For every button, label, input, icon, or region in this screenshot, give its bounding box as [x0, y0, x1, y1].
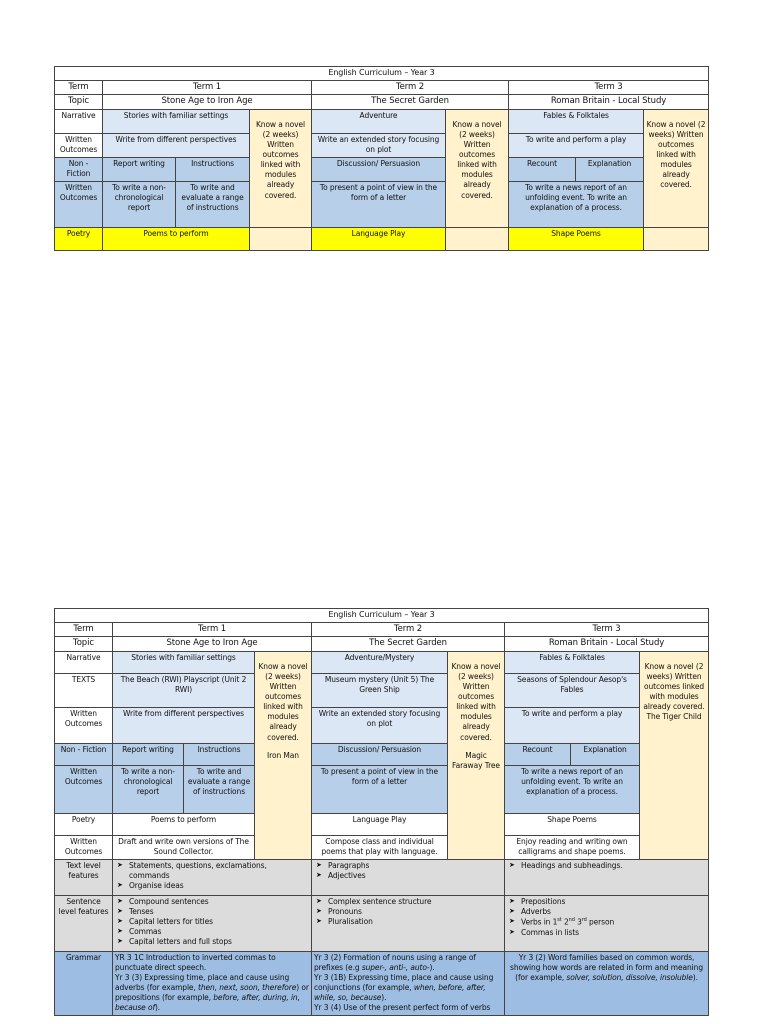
narrative-term-2: Adventure/Mystery — [312, 651, 448, 673]
written-term-1: Write from different perspectives — [113, 707, 255, 743]
poetry-term-3: Shape Poems — [505, 813, 640, 835]
list-item: ➤ Statements, questions, exclamations, commands — [117, 861, 309, 881]
curriculum-table-detailed — [54, 608, 709, 1016]
row-label: Poetry — [55, 813, 113, 835]
written-outcomes-row — [55, 707, 709, 743]
term-1-header: Term 1 — [113, 622, 312, 636]
poetry-row — [55, 813, 709, 835]
texts-term-2: Museum mystery (Unit 5) The Green Ship — [312, 673, 448, 707]
text-level-term-3 — [505, 859, 709, 895]
nonfiction-term-3b: Explanation — [576, 157, 644, 181]
row-label: Written Outcomes — [55, 707, 113, 743]
poetry-term-1: Poems to perform — [103, 227, 250, 250]
novel-note: Know a novel (2 weeks) Written outcomes linked with modules already covered. — [258, 661, 308, 742]
topic-term-2: The Secret Garden — [312, 637, 505, 651]
list-item: ➤ Tenses — [117, 907, 309, 917]
text-level-row — [55, 859, 709, 895]
list-item: ➤ Capital letters and full stops — [117, 937, 309, 947]
row-label: Topic — [55, 637, 113, 651]
term-1-header: Term 1 — [103, 80, 312, 94]
nonfiction-term-2: Discussion/ Persuasion — [312, 157, 446, 181]
novel-note-term-3: Know a novel (2 weeks) Written outcomes linked with modules already covered. — [644, 109, 709, 227]
written-poetry-term-3: Enjoy reading and writing own calligrams and shape poems. — [505, 835, 640, 859]
written-nf-term-2: To present a point of view in the form of a letter — [312, 181, 446, 227]
narrative-term-3: Fables & Folktales — [509, 109, 644, 133]
poetry-term-3: Shape Poems — [509, 227, 644, 250]
poetry-gap-1 — [250, 227, 312, 250]
list-item: ➤ Compound sentences — [117, 897, 309, 907]
written-nf-term-3: To write a news report of an unfolding event. To write an explanation of a process. — [505, 765, 640, 813]
poetry-term-1: Poems to perform — [113, 813, 255, 835]
grammar-term-2 — [312, 951, 505, 1015]
row-label: Sentence level features — [55, 895, 113, 951]
nonfiction-term-3b: Explanation — [571, 743, 640, 765]
list-item: ➤ Paragraphs — [316, 861, 502, 871]
non-fiction-row — [55, 157, 709, 181]
nonfiction-term-1a: Report writing — [113, 743, 184, 765]
table-title: English Curriculum – Year 3 — [55, 609, 709, 623]
written-term-2: Write an extended story focusing on plot — [312, 133, 446, 157]
list-item: ➤ Commas in lists — [509, 928, 706, 938]
grammar-text: Yr 3 (3) Expressing time, place and cause using adverbs (for example, then, next, soon, therefore) or prepositions (for example, before, after, during, in, because of). — [115, 972, 309, 1013]
list-item: ➤ Complex sentence structure — [316, 897, 502, 907]
topic-term-2: The Secret Garden — [312, 95, 509, 109]
row-label: Written Outcomes — [55, 181, 103, 227]
topic-term-3: Roman Britain - Local Study — [509, 95, 709, 109]
poetry-row — [55, 227, 709, 250]
texts-term-3: Seasons of Splendour Aesop's Fables — [505, 673, 640, 707]
novel-note-term-3 — [640, 651, 709, 859]
topic-term-1: Stone Age to Iron Age — [113, 637, 312, 651]
row-label: Written Outcomes — [55, 133, 103, 157]
grammar-text: YR 3 1C Introduction to inverted commas to punctuate direct speech. — [115, 952, 276, 972]
row-label: TEXTS — [55, 673, 113, 707]
list-item: ➤ Headings and subheadings. — [509, 861, 706, 871]
non-fiction-row — [55, 743, 709, 765]
term-3-header: Term 3 — [505, 622, 709, 636]
poetry-term-2: Language Play — [312, 813, 448, 835]
poetry-gap-2 — [446, 227, 509, 250]
list-item: ➤ Prepositions — [509, 897, 706, 907]
written-term-3: To write and perform a play — [505, 707, 640, 743]
row-label: Term — [55, 622, 113, 636]
text-level-term-2 — [312, 859, 505, 895]
list-item: ➤ Adverbs — [509, 907, 706, 917]
written-term-1: Write from different perspectives — [103, 133, 250, 157]
written-term-2: Write an extended story focusing on plot — [312, 707, 448, 743]
novel-note-term-2: Know a novel (2 weeks) Written outcomes linked with modules already covered. — [446, 109, 509, 227]
grammar-term-3 — [505, 951, 709, 1015]
texts-term-1: The Beach (RWI) Playscript (Unit 2 RWI) — [113, 673, 255, 707]
list-item: ➤ Organise ideas — [117, 881, 309, 891]
narrative-term-1: Stories with familiar settings — [103, 109, 250, 133]
grammar-text: Yr 3 (1B) Expressing time, place and cause using conjunctions (for example, when, before, after, while, so, because). — [314, 972, 494, 1003]
row-label: Written Outcomes — [55, 765, 113, 813]
written-outcomes-row — [55, 133, 709, 157]
row-label: Non - Fiction — [55, 743, 113, 765]
nonfiction-term-3a: Recount — [509, 157, 576, 181]
narrative-term-1: Stories with familiar settings — [113, 651, 255, 673]
list-item: ➤ Adjectives — [316, 871, 502, 881]
row-label: Non - Fiction — [55, 157, 103, 181]
list-item: ➤ Pluralisation — [316, 917, 502, 927]
written-poetry-row — [55, 835, 709, 859]
narrative-row — [55, 109, 709, 133]
sentence-level-term-1 — [113, 895, 312, 951]
row-label: Written Outcomes — [55, 835, 113, 859]
written-outcomes-nf-row — [55, 181, 709, 227]
written-nf-term-1a: To write a non-chronological report — [113, 765, 184, 813]
list-item: ➤ Commas — [117, 927, 309, 937]
novel-note: Know a novel (2 weeks) Written outcomes linked with modules already covered. — [643, 661, 705, 712]
row-label: Text level features — [55, 859, 113, 895]
row-label: Term — [55, 80, 103, 94]
list-item: ➤ Pronouns — [316, 907, 502, 917]
list-item: ➤ Verbs in 1st 2nd 3rd person — [509, 917, 706, 928]
table-title: English Curriculum – Year 3 — [55, 67, 709, 81]
row-label: Poetry — [55, 227, 103, 250]
written-nf-term-1b: To write and evaluate a range of instructions — [176, 181, 250, 227]
topic-row — [55, 95, 709, 109]
row-label: Narrative — [55, 109, 103, 133]
grammar-text: Yr 3 (2) Formation of nouns using a range of prefixes (e.g super-, anti-, auto-). — [314, 952, 476, 972]
topic-term-1: Stone Age to Iron Age — [103, 95, 312, 109]
poetry-term-2: Language Play — [312, 227, 446, 250]
grammar-text: Yr 3 (2) Word families based on common words, showing how words are related in form and meaning (for example, solver, solution, dissolve, insoluble). — [510, 952, 703, 982]
novel-note-term-1: Know a novel (2 weeks) Written outcomes linked with modules already covered. — [250, 109, 312, 227]
nonfiction-term-1b: Instructions — [184, 743, 255, 765]
nonfiction-term-3a: Recount — [505, 743, 571, 765]
term-2-header: Term 2 — [312, 80, 509, 94]
written-term-3: To write and perform a play — [509, 133, 644, 157]
written-nf-term-2: To present a point of view in the form of a letter — [312, 765, 448, 813]
term-row — [55, 80, 709, 94]
sentence-level-term-3 — [505, 895, 709, 951]
sentence-level-term-2 — [312, 895, 505, 951]
nonfiction-term-1a: Report writing — [103, 157, 176, 181]
text-level-term-1 — [113, 859, 312, 895]
curriculum-table-summary — [54, 66, 709, 251]
novel-title: The Tiger Child — [646, 712, 702, 722]
narrative-row — [55, 651, 709, 673]
row-label: Grammar — [55, 951, 113, 1015]
topic-row — [55, 637, 709, 651]
narrative-term-2: Adventure — [312, 109, 446, 133]
written-poetry-term-1: Draft and write own versions of The Sound Collector. — [113, 835, 255, 859]
nonfiction-term-1b: Instructions — [176, 157, 250, 181]
narrative-term-3: Fables & Folktales — [505, 651, 640, 673]
written-nf-term-1b: To write and evaluate a range of instructions — [184, 765, 255, 813]
written-nf-term-1a: To write a non-chronological report — [103, 181, 176, 227]
list-item: ➤ Capital letters for titles — [117, 917, 309, 927]
novel-note-term-2 — [448, 651, 505, 859]
grammar-text: Yr 3 (4) Use of the present perfect form of verbs — [314, 1003, 491, 1013]
written-outcomes-nf-row — [55, 765, 709, 813]
nonfiction-term-2: Discussion/ Persuasion — [312, 743, 448, 765]
poetry-gap-3 — [644, 227, 709, 250]
sentence-level-row — [55, 895, 709, 951]
grammar-row — [55, 951, 709, 1015]
grammar-term-1 — [113, 951, 312, 1015]
term-row — [55, 622, 709, 636]
written-poetry-term-2: Compose class and individual poems that play with language. — [312, 835, 448, 859]
term-2-header: Term 2 — [312, 622, 505, 636]
novel-title: Magic Faraway Tree — [452, 750, 500, 770]
novel-title: Iron Man — [267, 750, 299, 760]
texts-row — [55, 673, 709, 707]
row-label: Topic — [55, 95, 103, 109]
topic-term-3: Roman Britain - Local Study — [505, 637, 709, 651]
term-3-header: Term 3 — [509, 80, 709, 94]
novel-note: Know a novel (2 weeks) Written outcomes linked with modules already covered. — [451, 661, 501, 742]
written-nf-term-3: To write a news report of an unfolding event. To write an explanation of a process. — [509, 181, 644, 227]
novel-note-term-1 — [255, 651, 312, 859]
row-label: Narrative — [55, 651, 113, 673]
